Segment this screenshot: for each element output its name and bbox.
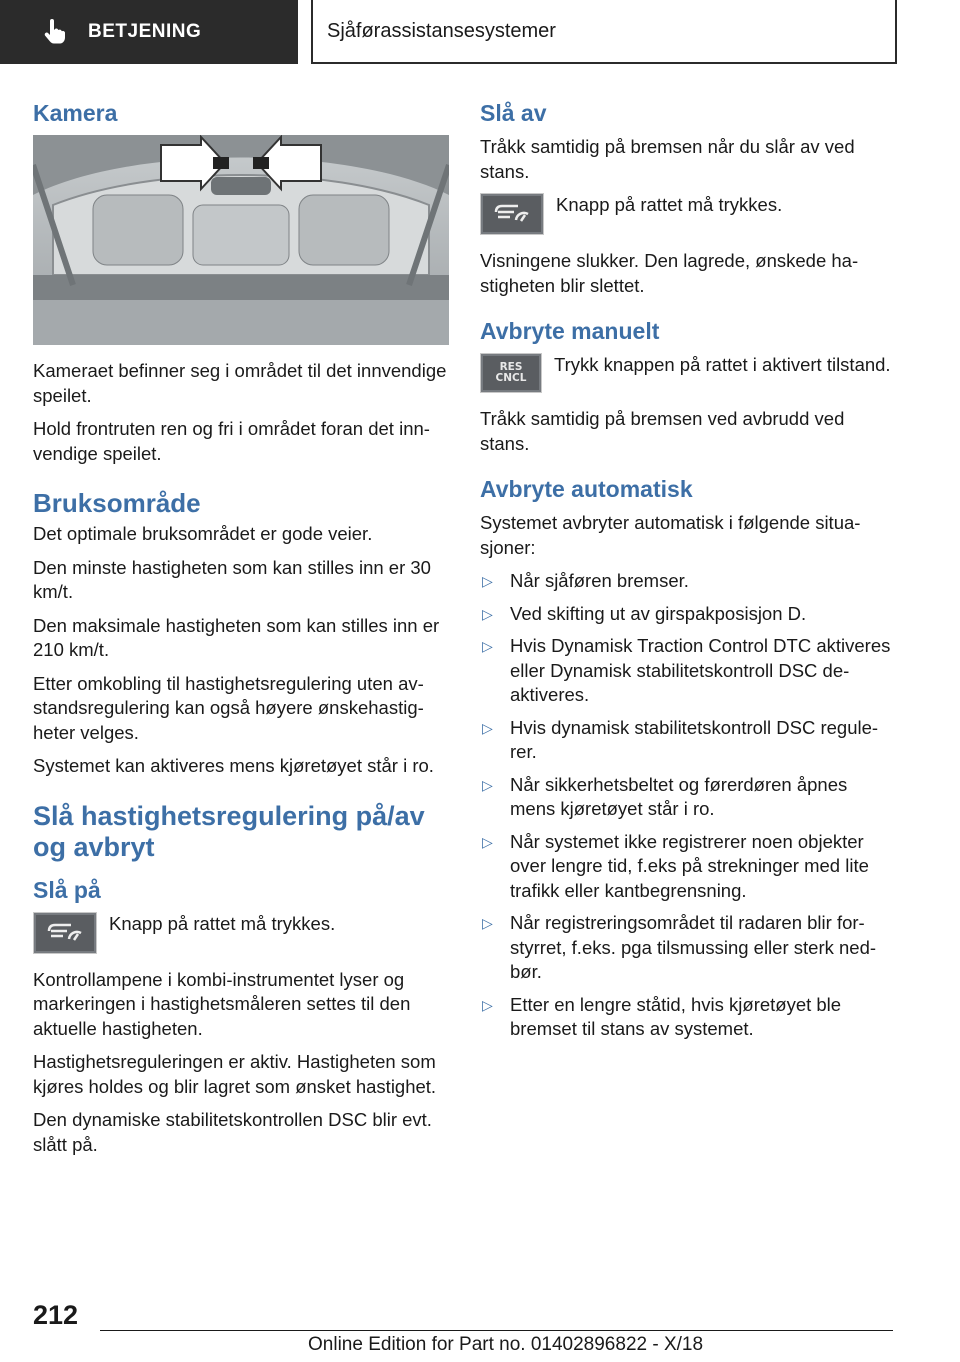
manuelt-button-row <box>480 353 892 393</box>
kamera-heading: Kamera <box>33 100 118 126</box>
sla-av-heading: Slå av <box>480 100 547 126</box>
bruk-paragraph-4: Etter omkobling til hastighetsregulering uten avstandsregulering kan også høyere ønskehastigheter velges. <box>33 672 424 743</box>
auto-bullet-list <box>480 569 892 1042</box>
list-item: ▷ Når sikkerhetsbeltet og førerdøren åpnes mens kjøretøyet står i ro. <box>480 773 892 822</box>
chapter-label: BETJENING <box>88 21 202 42</box>
sla-av-button-text: Knapp på rattet må trykkes. <box>556 194 783 215</box>
sla-pa-paragraph-3: Den dynamiske stabilitetskontrollen DSC blir evt. slått på. <box>33 1109 432 1155</box>
chapter-tab <box>0 0 298 64</box>
sla-pa-paragraph-2: Hastighetsreguleringen er aktiv. Hastigheten som kjøres holdes og blir lagret som ønsket hastighet. <box>33 1051 437 1097</box>
triangle-bullet-icon: ▷ <box>482 776 493 793</box>
bruk-paragraph-3: Den maksimale hastigheten som kan stilles inn er 210 km/t. <box>33 614 440 660</box>
sla-av-paragraph-1: Tråkk samtidig på bremsen når du slår av ved stans. <box>480 136 855 182</box>
page-number: 212 <box>33 1300 79 1330</box>
bruk-paragraph-5: Systemet kan aktiveres mens kjøretøyet står i ro. <box>33 755 434 776</box>
cruise-control-button-icon <box>480 193 544 235</box>
sla-av-button-row <box>480 193 892 235</box>
sla-hastighet-heading: Slå hastighetsregulering på/av og avbryt <box>33 800 425 862</box>
sla-pa-paragraph-1: Kontrollampene i kombi-instrumentet lyser og markeringen i hastighetsmåleren settes til den aktuelle hastigheten. <box>33 968 411 1039</box>
bruk-paragraph-2: Den minste hastigheten som kan stilles inn er 30 km/t. <box>33 556 431 602</box>
sla-av-paragraph-2: Visningene slukker. Den lagrede, ønskede hastigheten blir slettet. <box>480 250 859 296</box>
list-item: ▷ Når registreringsområdet til radaren blir forstyrret, f.eks. pga tilsmussing eller sterk nedbør. <box>480 911 892 985</box>
footer-divider <box>100 1330 893 1331</box>
avbryte-manuelt-heading: Avbryte manuelt <box>480 318 660 344</box>
triangle-bullet-icon: ▷ <box>482 996 493 1013</box>
res-cncl-button-icon: RES CNCL <box>480 353 542 393</box>
list-item: ▷ Hvis Dynamisk Traction Control DTC aktiveres eller Dynamisk stabilitetskontroll DSC deaktiveres. <box>480 634 892 708</box>
triangle-bullet-icon: ▷ <box>482 573 493 589</box>
triangle-bullet-icon: ▷ <box>482 605 493 622</box>
list-item: ▷ Etter en lengre ståtid, hvis kjøretøyet ble bremset til stans av systemet. <box>480 993 892 1042</box>
triangle-bullet-icon: ▷ <box>482 833 493 850</box>
cruise-control-button-icon <box>33 912 97 954</box>
sla-pa-button-text: Knapp på rattet må trykkes. <box>109 912 336 934</box>
triangle-bullet-icon: ▷ <box>482 719 493 736</box>
kamera-paragraph-2: Hold frontruten ren og fri i området foran det innvendige speilet. <box>33 418 430 464</box>
left-column <box>33 100 449 1166</box>
manuelt-paragraph-1: Tråkk samtidig på bremsen ved avbrudd ved stans. <box>480 408 845 454</box>
sla-pa-heading: Slå på <box>33 876 101 903</box>
list-item: ▷ Hvis dynamisk stabilitetskontroll DSC regulerer. <box>480 716 892 765</box>
manuelt-button-text: Trykk knappen på rattet i aktivert tilstand. <box>554 354 891 375</box>
section-header <box>311 0 897 64</box>
section-title: Sjåførassistansesystemer <box>327 19 556 42</box>
triangle-bullet-icon: ▷ <box>482 915 493 931</box>
hand-pointer-icon <box>40 18 68 46</box>
footer-edition-text: Online Edition for Part no. 01402896822 - X/18 <box>308 1334 704 1355</box>
bruksomrade-heading: Bruksområde <box>33 488 201 518</box>
triangle-bullet-icon: ▷ <box>482 638 493 654</box>
right-column <box>480 100 892 1050</box>
auto-paragraph-1: Systemet avbryter automatisk i følgende situasjoner: <box>480 512 861 558</box>
kamera-paragraph-1: Kameraet befinner seg i området til det innvendige speilet. <box>33 360 447 406</box>
list-item: ▷ Ved skifting ut av girspakposisjon D. <box>480 602 892 627</box>
list-item: ▷ Når systemet ikke registrerer noen objekter over lengre tid, f.eks på strekninger med lite trafikk eller kantbegrensning. <box>480 830 892 904</box>
list-item: ▷ Når sjåføren bremser. <box>480 569 892 594</box>
avbryte-automatisk-heading: Avbryte automatisk <box>480 476 693 502</box>
camera-location-illustration <box>33 135 449 345</box>
bruk-paragraph-1: Det optimale bruksområdet er gode veier. <box>33 523 373 544</box>
sla-pa-button-row <box>33 912 449 954</box>
